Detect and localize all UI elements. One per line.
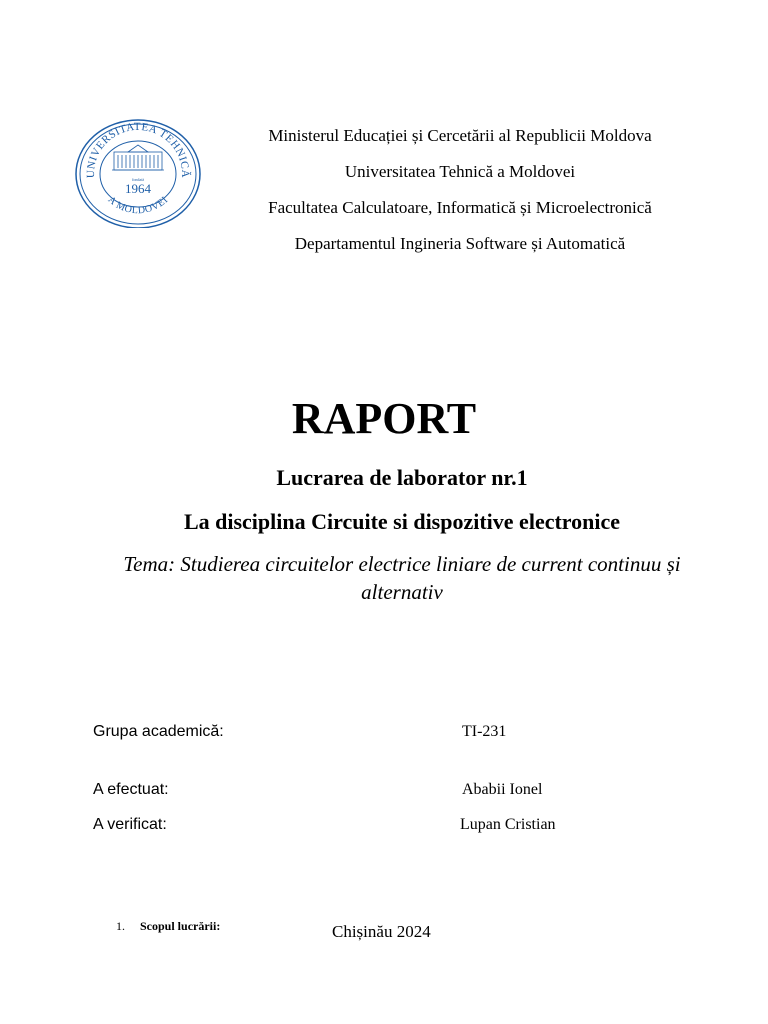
lab-number-subtitle: Lucrarea de laborator nr.1: [276, 465, 528, 490]
verified-by-value: Lupan Cristian: [460, 816, 556, 833]
building-icon: [112, 145, 164, 170]
verified-by-label: A verificat:: [93, 816, 167, 833]
logo-year-text: 1964: [125, 181, 151, 196]
performed-by-value: Ababii Ionel: [462, 781, 543, 798]
purpose-heading: Scopul lucrării:: [140, 919, 221, 933]
university-line: Universitatea Tehnică a Moldovei: [344, 162, 576, 181]
list-item-number: 1.: [116, 919, 125, 933]
group-value: TI-231: [462, 723, 507, 740]
logo-top-text: UNIVERSITATEA TEHNICĂ: [84, 120, 192, 179]
report-title: RAPORT: [291, 394, 477, 443]
city-year: Chișinău 2024: [332, 922, 431, 941]
department-line: Departamentul Ingineria Software și Automatică: [294, 234, 626, 253]
topic-text: Tema: Studierea circuitelor electrice liniare de current continuu și alternativ: [123, 552, 681, 604]
logo-bottom-text: A MOLDOVEI: [105, 194, 171, 217]
ministry-line: Ministerul Educației și Cercetării al Republicii Moldova: [268, 126, 652, 145]
logo-fondat-text: fondată: [132, 177, 144, 182]
discipline-subtitle: La disciplina Circuite si dispozitive electronice: [183, 509, 621, 534]
performed-by-label: A efectuat:: [93, 781, 169, 798]
faculty-line: Facultatea Calculatoare, Informatică și Microelectronică: [268, 198, 652, 217]
group-label: Grupa academică:: [93, 723, 224, 740]
